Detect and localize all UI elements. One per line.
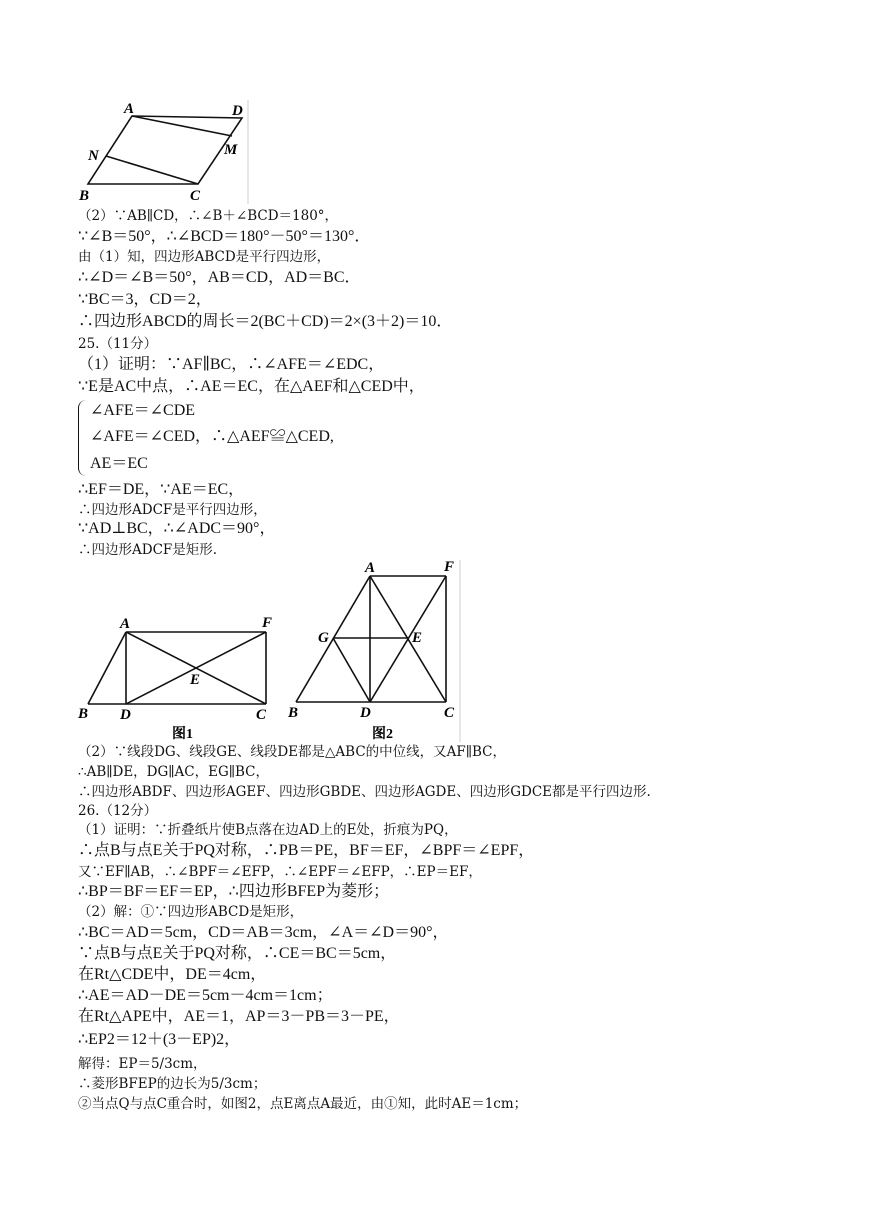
line-4: ∴∠D＝∠B＝50°，AB＝CD，AD＝BC． (78, 269, 361, 286)
caption-figure-2: 图2 (372, 727, 393, 742)
label-C: C (444, 705, 455, 721)
line-28: 在Rt△CDE中，DE＝4cm， (78, 966, 267, 983)
system-brace (78, 400, 89, 476)
line-29: ∴AE＝AD－DE＝5cm－4cm＝1cm； (78, 987, 333, 1004)
figure-rectangle-1 (76, 612, 286, 742)
line-27: ∵点B与点E关于PQ对称，∴CE＝BC＝5cm， (78, 945, 397, 962)
line-2: ∵∠B＝50°，∴∠BCD＝180°－50°＝130°． (78, 228, 371, 245)
label-N: N (88, 148, 99, 164)
line-33: ∴菱形BFEP的边长为5/3cm； (78, 1076, 267, 1092)
line-25: （2）解：①∵四边形ABCD是矩形， (78, 904, 304, 920)
figure-rectangle-2 (286, 558, 462, 744)
line-31: ∴EP2＝12＋(3－EP)2， (78, 1031, 241, 1048)
label-G: G (318, 630, 329, 646)
line-19: ∴四边形ABDF、四边形AGEF、四边形GBDE、四边形AGDE、四边形GDCE都是平行四边形. (78, 784, 651, 800)
label-E: E (190, 672, 201, 688)
label-C: C (190, 188, 201, 204)
line-14: ∴四边形ADCF是平行四边形， (78, 502, 267, 518)
section-26: 26.（12分） (78, 803, 158, 819)
caption-figure-1: 图1 (172, 727, 193, 742)
label-F: F (444, 559, 455, 575)
line-24: ∴BP＝BF＝EF＝EP，∴四边形BFEP为菱形； (78, 883, 390, 900)
parallelogram-diagram (76, 98, 250, 206)
line-17: （2）∵线段DG、线段GE、线段DE都是△ABC的中位线，又AF∥BC， (78, 744, 506, 760)
label-M: M (224, 142, 238, 158)
label-B: B (288, 705, 299, 721)
line-22: ∴点B与点E关于PQ对称，∴PB＝PE，BF＝EF，∠BPF＝∠EPF， (78, 842, 535, 859)
system-line-1: ∠AFE＝∠CDE (90, 402, 196, 419)
label-A: A (124, 101, 135, 117)
line-16: ∴四边形ADCF是矩形. (78, 542, 218, 558)
label-D: D (120, 707, 131, 723)
label-C: C (256, 707, 267, 723)
line-5: ∵BC＝3，CD＝2， (78, 291, 212, 308)
line-34: ②当点Q与点C重合时，如图2，点E离点A最近，由①知，此时AE＝1cm； (78, 1096, 528, 1112)
line-32: 解得：EP＝5/3cm， (78, 1056, 207, 1072)
label-A: A (365, 560, 376, 576)
label-F: F (262, 615, 273, 631)
line-18: ∴AB∥DE，DG∥AC，EG∥BC， (78, 764, 269, 780)
line-1: （2）∵AB∥CD，∴∠B＋∠BCD＝180°， (78, 208, 339, 224)
label-A: A (120, 616, 131, 632)
line-9: ∵E是AC中点，∴AE＝EC，在△AEF和△CED中， (78, 378, 425, 395)
section-25: 25.（11分） (78, 336, 158, 352)
label-D: D (232, 103, 243, 119)
line-13: ∴EF＝DE，∵AE＝EC， (78, 481, 245, 498)
line-8: （1）证明：∵AF∥BC，∴∠AFE＝∠EDC， (78, 356, 385, 373)
line-30: 在Rt△APE中，AE＝1，AP＝3－PB＝3－PE， (78, 1008, 400, 1025)
line-26: ∴BC＝AD＝5cm，CD＝AB＝3cm，∠A＝∠D＝90°， (78, 924, 449, 941)
label-E: E (412, 630, 423, 646)
line-21: （1）证明：∵折叠纸片使B点落在边AD上的E处，折痕为PQ， (78, 822, 458, 838)
rectangle-diagram-2 (286, 558, 462, 744)
label-D: D (360, 705, 371, 721)
system-line-2: ∠AFE＝∠CED，∴△AEF≌△CED, (90, 428, 334, 445)
figure-parallelogram (76, 98, 250, 206)
line-15: ∵AD⊥BC，∴∠ADC＝90°， (78, 520, 276, 537)
label-B: B (79, 188, 90, 204)
line-23: 又∵EF∥AB，∴∠BPF＝∠EFP，∴∠EPF＝∠EFP，∴EP＝EF， (78, 864, 482, 880)
line-3: 由（1）知，四边形ABCD是平行四边形， (78, 249, 331, 265)
rectangle-diagram-1 (76, 612, 286, 742)
line-6: ∴四边形ABCD的周长＝2(BC＋CD)＝2×(3＋2)＝10． (78, 313, 453, 330)
system-line-3: AE＝EC (90, 455, 148, 472)
label-B: B (78, 706, 89, 722)
